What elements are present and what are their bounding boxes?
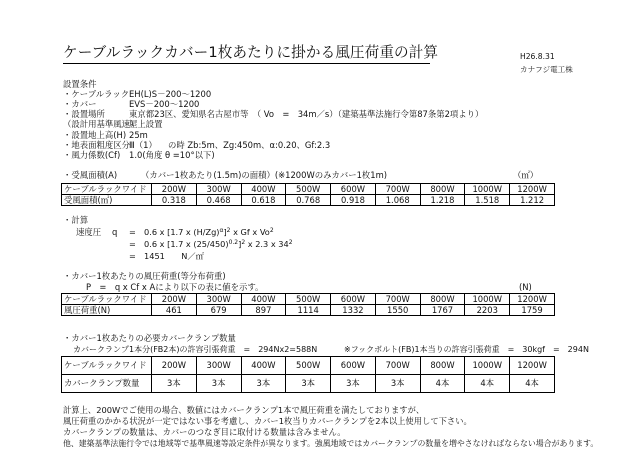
load-formula: P = q x Cf x Aにより以下の表に値を示す。 xyxy=(86,282,264,292)
table-header-cell: 300W xyxy=(196,357,241,375)
formula-exponent: 2 xyxy=(226,227,231,234)
condition-value: 東京都23区、愛知県名古屋市等 （ Vo = 34m／s）（建築基準法施行令第87条第2項より） xyxy=(129,109,484,119)
table-cell: 1.068 xyxy=(375,195,420,206)
table-cell: 1767 xyxy=(420,305,465,316)
load-unit: (N) xyxy=(519,282,532,292)
table-header-cell: 600W xyxy=(331,184,376,195)
condition-value: 屋上設置 xyxy=(129,119,163,129)
table-header-cell: 200W xyxy=(152,294,197,305)
title-underline xyxy=(63,63,430,64)
table-header-cell: 500W xyxy=(286,357,331,375)
table-header-cell: 300W xyxy=(196,184,241,195)
table-cell: 1114 xyxy=(286,305,331,316)
table-header-cell: 300W xyxy=(196,294,241,305)
table-cell: 0.918 xyxy=(331,195,376,206)
table-cell: 1759 xyxy=(510,305,555,316)
formula-exponent: 2 xyxy=(288,239,293,246)
table-header-cell: 200W xyxy=(152,357,197,375)
table-cell: 3本 xyxy=(196,375,241,393)
table-cell: 897 xyxy=(241,305,286,316)
formula-exponent: 0.2 xyxy=(228,239,239,246)
table-header-cell: 1000W xyxy=(465,357,510,375)
table-header-cell: 200W xyxy=(152,184,197,195)
table-header-cell: 800W xyxy=(420,357,465,375)
formula-exponent: 2 xyxy=(269,227,274,234)
table-header-cell: 700W xyxy=(375,357,420,375)
table-header-label: ケーブルラックワイド xyxy=(62,294,152,305)
note-line: 他、建築基準法施行令では地域等で基準風速等設定条件が異なります。強風地域ではカバークランプの数量を増やさなければならない場合があります。 xyxy=(63,439,599,448)
condition-label: ・風力係数(Cf) xyxy=(63,150,121,160)
table-cell: 461 xyxy=(152,305,197,316)
table-header-row xyxy=(62,184,555,195)
table-header-cell: 1000W xyxy=(465,184,510,195)
table-header-cell: 400W xyxy=(241,294,286,305)
formula-text: x 2.3 x 34 xyxy=(247,239,289,249)
condition-value: 25m xyxy=(129,130,148,140)
table-header-cell: 400W xyxy=(241,357,286,375)
table-cell: 4本 xyxy=(420,375,465,393)
table-cell: 4本 xyxy=(465,375,510,393)
table-cell: 1.212 xyxy=(510,195,555,206)
area-subheading: （カバー1枚あたり(1.5m)の面積）(※1200Wのみカバー1枚1m) xyxy=(141,170,388,180)
formula-text: ] xyxy=(238,239,242,249)
area-unit: （㎡） xyxy=(513,170,539,180)
condition-label: （設計用基準風速） xyxy=(63,119,139,129)
table-row xyxy=(62,375,555,393)
table-cell: 1332 xyxy=(331,305,376,316)
area-table xyxy=(61,183,555,206)
table-cell: 4本 xyxy=(510,375,555,393)
load-heading: ・カバー1枚あたりの風圧荷重(等分布荷重) xyxy=(63,271,226,281)
clamps-heading: ・カバー1枚あたりの必要カバークランプ数量 xyxy=(63,333,236,343)
condition-label: ・地表面粗度区分 xyxy=(63,140,130,150)
formula-text: = 0.6 x [1.7 x (25/450) xyxy=(129,239,229,249)
note-line: 風圧荷重のかかる状況が一定ではない事を考慮し、カバー1枚当りカバークランプを2本以上使用して下さい。 xyxy=(63,416,472,426)
table-cell: 0.318 xyxy=(152,195,197,206)
table-row-label: カバークランプ数量 xyxy=(62,375,152,393)
clamps-subheading: カバークランプ1本分(FB2本)の許容引張荷重 = 294Nx2=588N xyxy=(73,345,318,354)
note-line: カバークランプの数量は、カバーのつなぎ目に取付ける数量は含みません。 xyxy=(63,427,346,437)
table-header-cell: 800W xyxy=(420,184,465,195)
clamps-note: ※フックボルト(FB)1本当りの許容引張荷重 = 30kgf = 294N xyxy=(344,345,589,354)
note-line: 計算上、200Wでご使用の場合、数値にはカバークランプ1本で風圧荷重を満たしておりますが、 xyxy=(63,405,425,415)
formula-line-1 xyxy=(129,228,274,237)
table-cell: 1.218 xyxy=(420,195,465,206)
table-header-row xyxy=(62,357,555,375)
formula-line-2 xyxy=(129,240,293,249)
table-cell: 1550 xyxy=(375,305,420,316)
table-header-cell: 1200W xyxy=(510,357,555,375)
table-cell: 1.518 xyxy=(465,195,510,206)
condition-value: 1.0(角度 θ =10°以下) xyxy=(129,150,215,160)
conditions-heading: 設置条件 xyxy=(63,79,97,89)
table-row-label: 受風面積(㎡) xyxy=(62,195,152,206)
formula-text: ] xyxy=(223,227,227,237)
table-cell: 3本 xyxy=(375,375,420,393)
table-header-cell: 700W xyxy=(375,294,420,305)
condition-value: Ⅲ（1） xyxy=(129,140,157,150)
table-header-cell: 1200W xyxy=(510,294,555,305)
table-row-label: 風圧荷重(N) xyxy=(62,305,152,316)
table-cell: 679 xyxy=(196,305,241,316)
clamps-table xyxy=(61,356,555,393)
table-header-cell: 600W xyxy=(331,294,376,305)
formula-text: = 0.6 x [1.7 x (H/Zg) xyxy=(129,227,220,237)
document-date: H26.8.31 xyxy=(520,52,555,61)
table-header-label: ケーブルラックワイド xyxy=(62,184,152,195)
table-header-row xyxy=(62,294,555,305)
formula-exponent: 2 xyxy=(241,239,246,246)
table-cell: 0.768 xyxy=(286,195,331,206)
table-header-cell: 1200W xyxy=(510,184,555,195)
speed-pressure-label: 速度圧 xyxy=(76,227,102,237)
condition-label: ・設置地上高(H) xyxy=(63,130,127,140)
table-row xyxy=(62,195,555,206)
table-header-cell: 500W xyxy=(286,184,331,195)
load-table xyxy=(61,293,555,316)
calc-heading: ・計算 xyxy=(63,215,89,225)
table-cell: 3本 xyxy=(152,375,197,393)
roughness-parameters: の時 Zb:5m、Zg:450m、α:0.20、Gf:2.3 xyxy=(168,140,331,150)
table-cell: 3本 xyxy=(331,375,376,393)
speed-pressure-symbol: q xyxy=(112,227,118,237)
table-header-cell: 400W xyxy=(241,184,286,195)
table-cell: 0.618 xyxy=(241,195,286,206)
table-header-cell: 800W xyxy=(420,294,465,305)
condition-label: ・カバー xyxy=(63,99,97,109)
formula-text: x Gf x Vo xyxy=(233,227,270,237)
table-cell: 2203 xyxy=(465,305,510,316)
table-header-cell: 600W xyxy=(331,357,376,375)
table-header-cell: 700W xyxy=(375,184,420,195)
table-cell: 3本 xyxy=(286,375,331,393)
table-header-label: ケーブルラックワイド xyxy=(62,357,152,375)
table-header-cell: 1000W xyxy=(465,294,510,305)
condition-label: ・ケーブルラック xyxy=(63,89,130,99)
area-heading: ・受風面積(A) xyxy=(63,170,118,180)
table-cell: 3本 xyxy=(241,375,286,393)
table-cell: 0.468 xyxy=(196,195,241,206)
company-name: カナフジ電工株 xyxy=(520,65,573,74)
condition-value: EVS－200～1200 xyxy=(129,99,200,109)
formula-exponent: α xyxy=(219,227,224,234)
condition-value: EH(L)S－200～1200 xyxy=(129,89,212,99)
table-row xyxy=(62,305,555,316)
table-header-cell: 500W xyxy=(286,294,331,305)
formula-line-3: = 1451 N／㎡ xyxy=(129,251,204,261)
page-title: ケーブルラックカバー1枚あたりに掛かる風圧荷重の計算 xyxy=(63,44,439,61)
condition-label: ・設置場所 xyxy=(63,109,105,119)
